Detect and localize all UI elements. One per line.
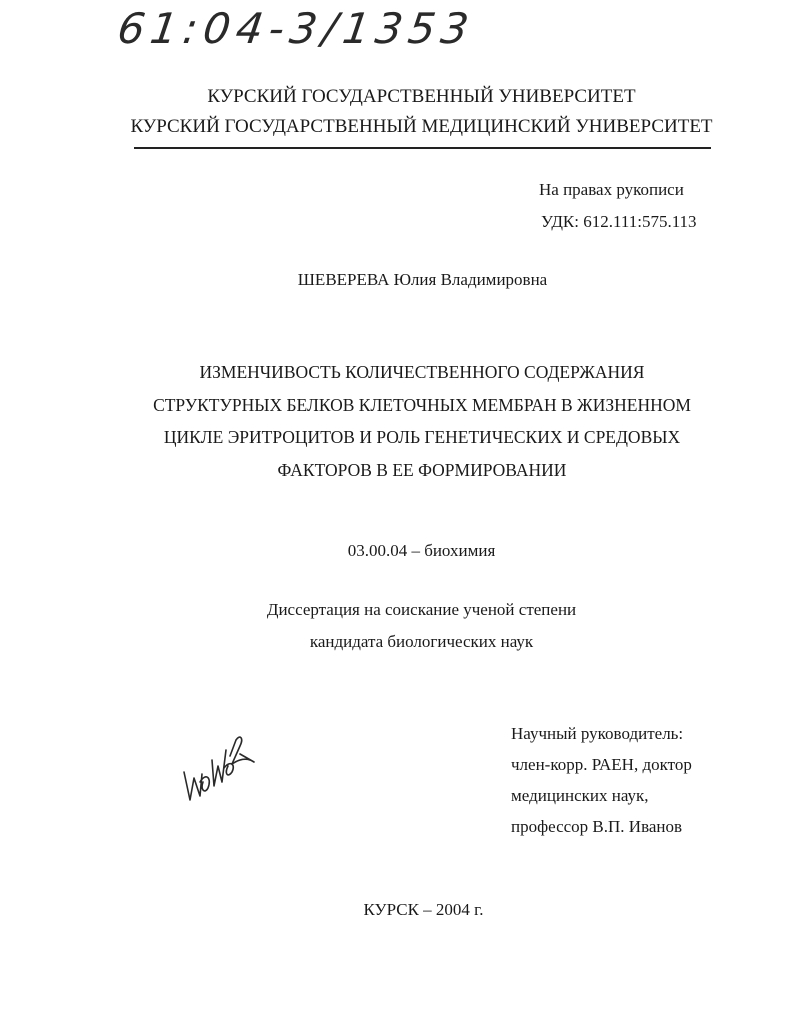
- author-name: ШЕВЕРЕВА Юлия Владимировна: [297, 270, 548, 289]
- title-line: СТРУКТУРНЫХ БЕЛКОВ КЛЕТОЧНЫХ МЕМБРАН В ЖИЗНЕННОМ: [153, 394, 691, 415]
- degree-line-1: Диссертация на соискание ученой степени: [266, 600, 577, 619]
- supervisor-line: член-корр. РАЕН, доктор: [511, 755, 692, 774]
- city-year: КУРСК – 2004 г.: [363, 900, 484, 919]
- header-divider: [134, 147, 711, 149]
- title-line: ЦИКЛЕ ЭРИТРОЦИТОВ И РОЛЬ ГЕНЕТИЧЕСКИХ И СРЕДОВЫХ: [163, 427, 681, 447]
- dissertation-title: [100, 356, 744, 486]
- supervisor-line: медицинских наук,: [511, 786, 649, 805]
- supervisor-line: Научный руководитель:: [511, 724, 684, 743]
- title-line: ИЗМЕНЧИВОСТЬ КОЛИЧЕСТВЕННОГО СОДЕРЖАНИЯ: [199, 362, 645, 382]
- handwritten-signature: [170, 720, 260, 810]
- archive-code-handwritten: 61:04-3/1353: [114, 4, 478, 53]
- title-line: ФАКТОРОВ В ЕЕ ФОРМИРОВАНИИ: [277, 459, 567, 480]
- scientific-supervisor: [511, 718, 692, 842]
- university-line-2: КУРСКИЙ ГОСУДАРСТВЕННЫЙ МЕДИЦИНСКИЙ УНИВЕРСИТЕТ: [130, 116, 713, 137]
- udk-code: УДК: 612.111:575.113: [541, 212, 697, 231]
- university-line-1: КУРСКИЙ ГОСУДАРСТВЕННЫЙ УНИВЕРСИТЕТ: [207, 86, 636, 107]
- supervisor-line: профессор В.П. Иванов: [511, 817, 683, 836]
- rights-note: На правах рукописи: [539, 180, 684, 199]
- degree-line-2: кандидата биологических наук: [309, 632, 534, 651]
- specialty-code: 03.00.04 – биохимия: [347, 541, 496, 560]
